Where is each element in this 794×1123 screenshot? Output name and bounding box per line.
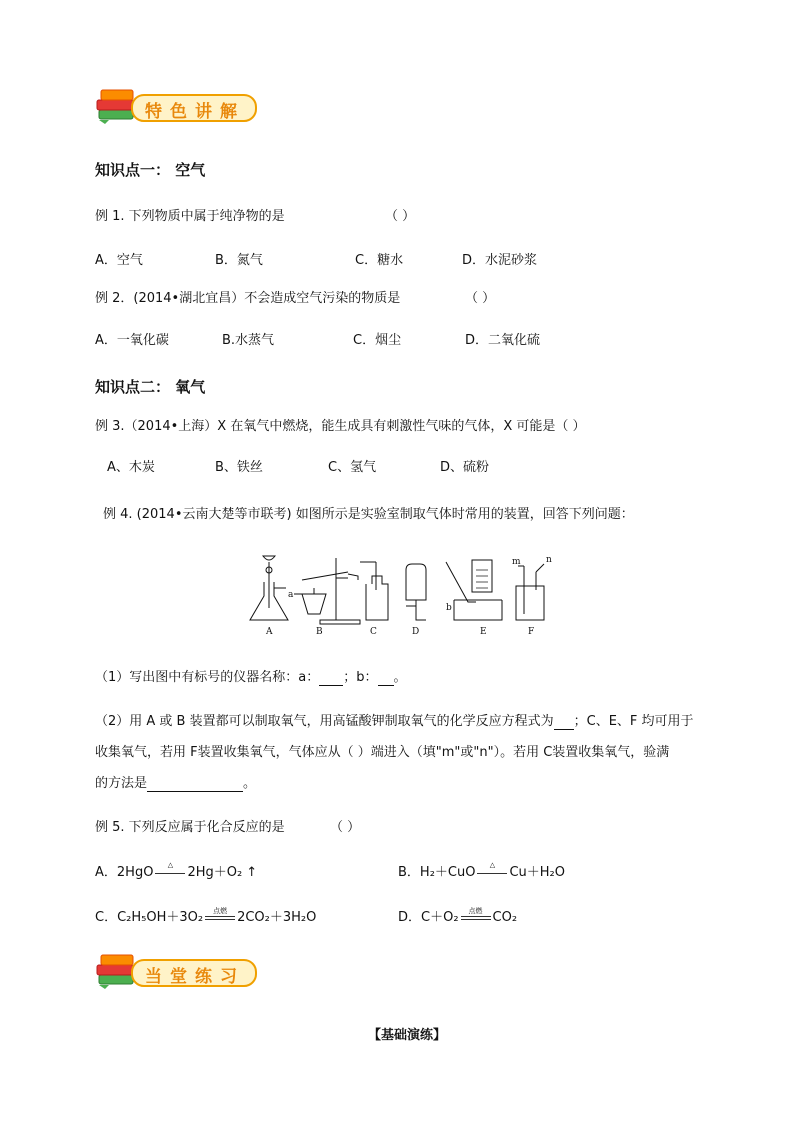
- answer-blank[interactable]: [554, 714, 574, 730]
- section-banner-practice: [95, 953, 257, 989]
- answer-blank[interactable]: [319, 670, 343, 686]
- question-4-2-line-3: 的方法是 。: [95, 776, 257, 791]
- question-4-2-line-2: 收集氧气，若用 F装置收集氧气，气体应从（ ）端进入（填"m"或"n"）。若用 C装置收集氧气，验满: [95, 745, 670, 760]
- example-2-stem: 例 2．(2014•湖北宜昌）不会造成空气污染的物质是: [95, 291, 401, 306]
- apparatus-e: [446, 560, 502, 620]
- option-c-equation: C．C₂H₅OH＋3O₂ 点燃 2CO₂＋3H₂O: [95, 906, 317, 925]
- apparatus-a: [250, 556, 288, 620]
- apparatus-d: [406, 564, 426, 620]
- example-5-stem: 例 5. 下列反应属于化合反应的是: [95, 820, 285, 835]
- option-b: B．氮气: [215, 253, 263, 268]
- heat-condition: △: [477, 867, 507, 879]
- option-d: D．水泥砂浆: [462, 253, 538, 268]
- answer-bracket: （ ）: [330, 820, 361, 835]
- apparatus-c: [360, 562, 388, 620]
- answer-bracket: （ ）: [465, 291, 496, 306]
- mark-n: n: [546, 555, 552, 565]
- mark-a: a: [288, 590, 294, 600]
- mark-m: m: [512, 557, 521, 567]
- lab-apparatus-figure: [240, 550, 560, 636]
- example-3-stem: 例 3.（2014•上海）X 在氧气中燃烧，能生成具有刺激性气味的气体，X 可能是（ ）: [95, 419, 586, 434]
- option-c: C．糖水: [355, 253, 404, 268]
- mark-b: b: [446, 603, 452, 613]
- section-banner-features: [95, 88, 257, 124]
- ignite-condition: 点燃: [205, 912, 235, 924]
- label-d: D: [412, 627, 420, 636]
- option-a: A．空气: [95, 253, 143, 268]
- section-heading-air: 知识点一： 空气: [95, 161, 206, 179]
- answer-bracket: （ ）: [385, 209, 416, 224]
- example-4-stem: 例 4. (2014•云南大楚等市联考) 如图所示是实验室制取气体时常用的装置，回答下列问题：: [103, 507, 634, 522]
- subsection-title: 【基础演练】: [368, 1028, 447, 1043]
- apparatus-b: [294, 558, 360, 624]
- option-c: C．烟尘: [353, 333, 402, 348]
- example-1-stem: 例 1. 下列物质中属于纯净物的是: [95, 209, 285, 224]
- question-4-1: （1）写出图中有标号的仪器名称：a： ；b： 。: [95, 670, 407, 685]
- option-c: C、氢气: [328, 460, 377, 475]
- answer-blank[interactable]: [378, 670, 394, 686]
- question-4-2-line-1: （2）用 A 或 B 装置都可以制取氧气，用高锰酸钾制取氧气的化学反应方程式为 ；C、E、F 均可用于: [95, 714, 694, 729]
- option-a-equation: A．2HgO △ 2Hg＋O₂ ↑: [95, 860, 258, 880]
- label-e: E: [480, 627, 487, 636]
- option-b-equation: B．H₂＋CuO △ Cu＋H₂O: [398, 860, 566, 880]
- ignite-condition: 点燃: [461, 912, 491, 924]
- banner-title: 特色讲解: [145, 102, 245, 122]
- answer-blank[interactable]: [147, 776, 243, 792]
- option-b: B、铁丝: [215, 460, 263, 475]
- apparatus-f: [516, 564, 544, 620]
- option-d: D、硫粉: [440, 460, 490, 475]
- label-f: F: [528, 627, 535, 636]
- option-a: A．一氧化碳: [95, 333, 169, 348]
- label-c: C: [370, 627, 377, 636]
- option-a: A、木炭: [107, 460, 155, 475]
- heat-condition: △: [155, 867, 185, 879]
- label-b: B: [316, 627, 323, 636]
- label-a: A: [266, 627, 273, 636]
- option-b: B.水蒸气: [222, 333, 275, 348]
- banner-title: 当堂练习: [145, 967, 245, 987]
- option-d-equation: D．C＋O₂ 点燃 CO₂: [398, 906, 518, 925]
- section-heading-oxygen: 知识点二： 氧气: [95, 378, 206, 396]
- option-d: D．二氧化硫: [465, 333, 541, 348]
